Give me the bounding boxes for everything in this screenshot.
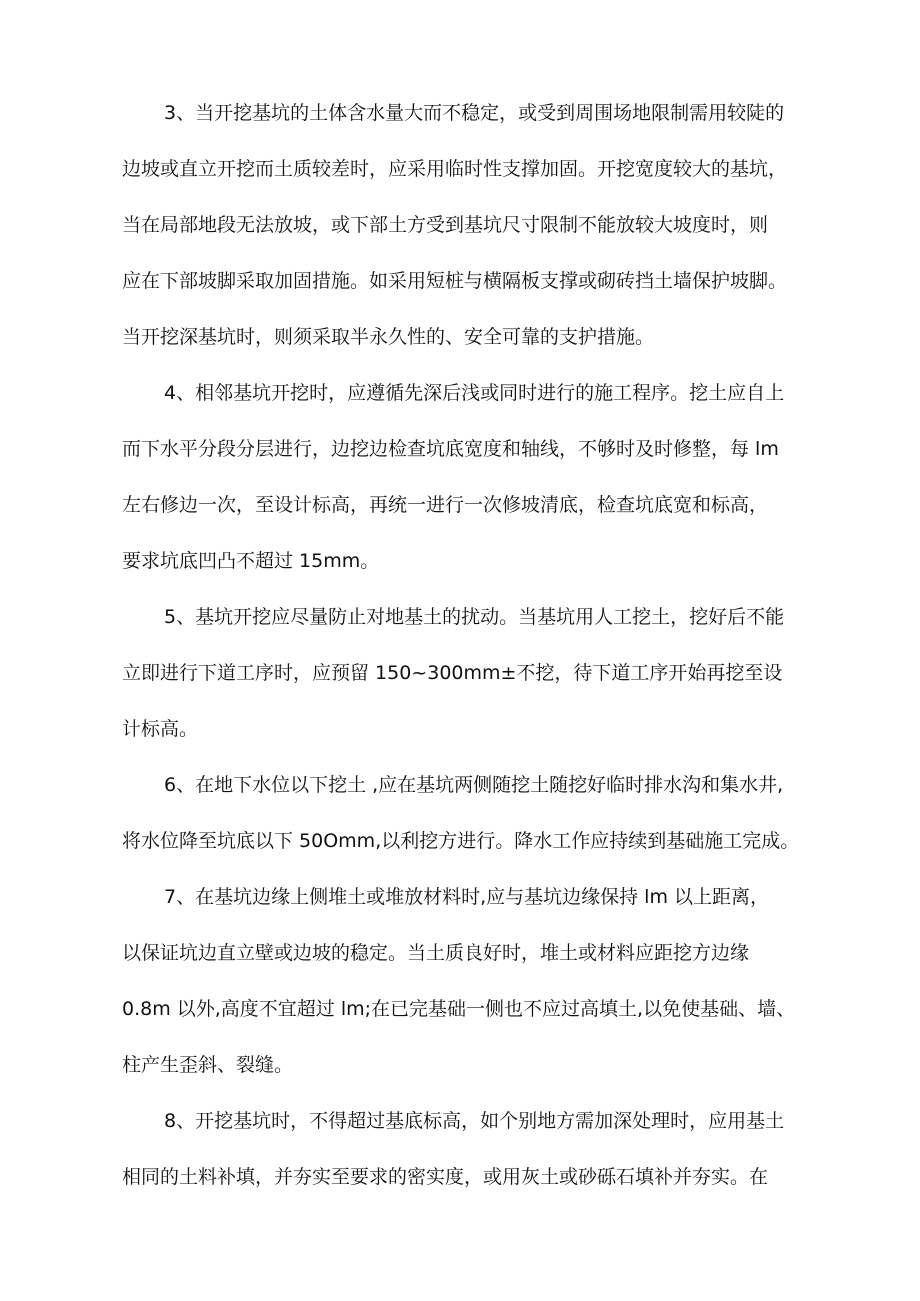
text-line: 当在局部地段无法放坡，或下部土方受到基坑尺寸限制不能放较大坡度时，则	[122, 214, 769, 236]
text-line: 8、开挖基坑时，不得超过基底标高，如个别地方需加深处理时，应用基土	[164, 1110, 785, 1132]
text-line: 6、在地下水位以下挖土 ,应在基坑两侧随挖土随挖好临时排水沟和集水井,	[164, 774, 784, 796]
text-line: 而下水平分段分层进行，边挖边检查坑底宽度和轴线，不够时及时修整，每 lm	[122, 438, 779, 460]
text-line: 以保证坑边直立壁或边坡的稳定。当土质良好时，堆土或材料应距挖方边缘	[122, 942, 750, 964]
text-line: 将水位降至坑底以下 50Omm,以利挖方进行。降水工作应持续到基础施工完成。	[122, 830, 800, 852]
text-line: 要求坑底凹凸不超过 15mm。	[122, 550, 380, 572]
text-line: 5、基坑开挖应尽量防止对地基土的扰动。当基坑用人工挖土，挖好后不能	[164, 606, 785, 628]
text-line: 4、相邻基坑开挖时，应遵循先深后浅或同时进行的施工程序。挖土应自上	[164, 382, 785, 404]
text-line: 左右修边一次，至设计标高，再统一进行一次修坡清底，检查坑底宽和标高，	[122, 494, 769, 516]
text-line: 7、在基坑边缘上侧堆土或堆放材料时,应与基坑边缘保持 lm 以上距离，	[164, 886, 769, 908]
text-line: 柱产生歪斜、裂缝。	[122, 1054, 294, 1076]
text-line: 3、当开挖基坑的土体含水量大而不稳定，或受到周围场地限制需用较陡的	[164, 102, 785, 124]
text-line: 立即进行下道工序时，应预留 150~300mm±不挖，待下道工序开始再挖至设	[122, 662, 783, 684]
text-line: 计标高。	[122, 718, 199, 740]
text-line: 0.8m 以外,高度不宜超过 lm;在已完基础一侧也不应过高填土,以免使基础、墙、	[122, 998, 796, 1020]
text-line: 当开挖深基坑时，则须采取半永久性的、安全可靠的支护措施。	[122, 326, 655, 348]
text-line: 相同的土料补填，并夯实至要求的密实度，或用灰土或砂砾石填补并夯实。在	[122, 1166, 769, 1188]
text-line: 应在下部坡脚采取加固措施。如采用短桩与横隔板支撑或砌砖挡土墙保护坡脚。	[122, 270, 788, 292]
text-line: 边坡或直立开挖而土质较差时，应采用临时性支撑加固。开挖宽度较大的基坑，	[122, 158, 788, 180]
